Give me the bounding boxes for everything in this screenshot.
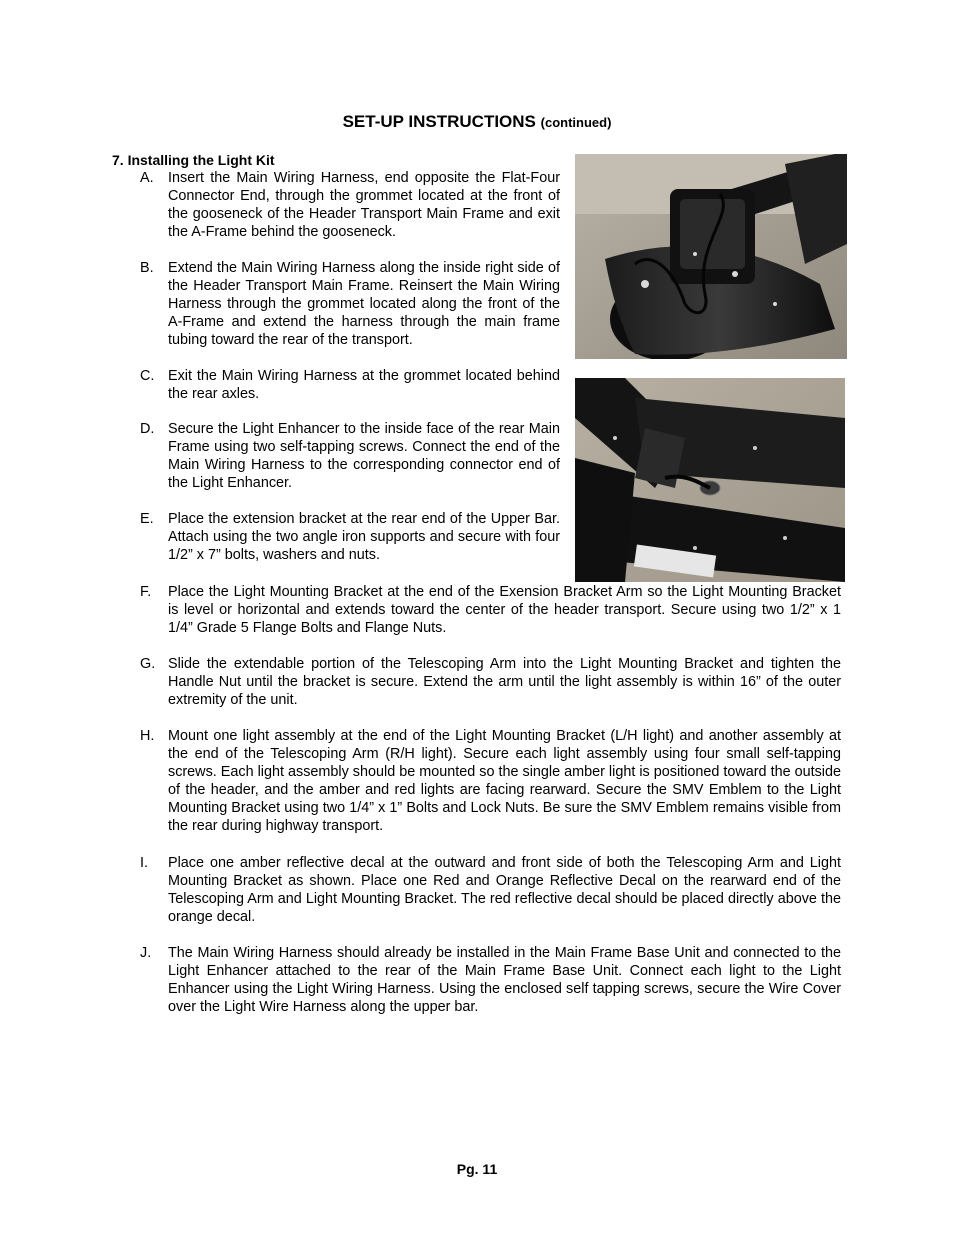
photo-rear-frame-grommet xyxy=(575,378,845,582)
step-letter: F. xyxy=(140,584,152,600)
photo-gooseneck-harness xyxy=(575,154,847,359)
step-letter: D. xyxy=(140,421,155,437)
step-letter: E. xyxy=(140,511,154,527)
step-letter: A. xyxy=(140,170,154,186)
step-text: Place the Light Mounting Bracket at the end of the Exension Bracket Arm so the Light Mounting Bracket is level or horizontal and extends toward the center of the header transport. Secure using two 1/2” x 1 1/4” Grade 5 Flange Bolts and Flange Nuts. xyxy=(168,584,841,636)
step-letter: H. xyxy=(140,728,155,744)
step-text: Slide the extendable portion of the Telescoping Arm into the Light Mounting Bracket and tighten the Handle Nut until the bracket is secure. Extend the arm until the light assembly is within 16” of the outer extremity of the unit. xyxy=(168,656,841,708)
step-text: Extend the Main Wiring Harness along the inside right side of the Header Transport Main Frame. Reinsert the Main Wiring Harness through the grommet located along the front of the A-Frame and extend the harness through the main frame tubing toward the rear of the transport. xyxy=(168,260,560,348)
step-letter: I. xyxy=(140,855,148,871)
step-text: Mount one light assembly at the end of the Light Mounting Bracket (L/H light) and another assembly at the end of the Telescoping Arm (R/H light). Secure each light assembly using four small self-tapping screws. Each light assembly should be mounted so the single amber light is positioned toward the outside of the header, and the amber and red lights are facing rearward. Secure the SMV Emblem to the Light Mounting Bracket using two 1/4” x 1” Bolts and Lock Nuts. Be sure the SMV Emblem remains visible from the rear during highway transport. xyxy=(168,728,841,834)
page-number: Pg. 11 xyxy=(456,1161,498,1177)
step-text: Exit the Main Wiring Harness at the grommet located behind the rear axles. xyxy=(168,368,560,402)
step-letter: B. xyxy=(140,260,154,276)
step-letter: J. xyxy=(140,945,152,961)
step-text: The Main Wiring Harness should already be installed in the Main Frame Base Unit and connected to the Light Enhancer attached to the rear of the Main Frame Base Unit. Connect each light to the Light Enhancer using the Light Wiring Harness. Using the enclosed self tapping screws, secure the Wire Cover over the Light Wire Harness along the upper bar. xyxy=(168,945,841,1015)
step-text: Place one amber reflective decal at the outward and front side of both the Telescoping Arm and Light Mounting Bracket as shown. Place one Red and Orange Reflective Decal on the rearward end of the Telescoping Arm and Light Mounting Bracket. The red reflective decal should be placed directly above the orange decal. xyxy=(168,855,841,925)
section-heading: 7. Installing the Light Kit xyxy=(112,152,275,168)
title-text: SET-UP INSTRUCTIONS xyxy=(342,112,536,131)
title-suffix: (continued) xyxy=(540,115,612,130)
step-letter: G. xyxy=(140,656,156,672)
step-letter: C. xyxy=(140,368,155,384)
rear-frame-photo-graphic xyxy=(575,378,845,582)
gooseneck-photo-graphic xyxy=(575,154,847,359)
step-text: Place the extension bracket at the rear end of the Upper Bar. Attach using the two angle iron supports and secure with four 1/2” x 7” bolts, washers and nuts. xyxy=(168,511,560,563)
step-text: Secure the Light Enhancer to the inside face of the rear Main Frame using two self-tapping screws. Connect the end of the Main Wiring Harness to the corresponding connector end of the Light Enhancer. xyxy=(168,421,560,491)
page-title xyxy=(0,112,954,132)
step-text: Insert the Main Wiring Harness, end opposite the Flat-Four Connector End, through the grommet located at the front of the gooseneck of the Header Transport Main Frame and exit the A-Frame behind the gooseneck. xyxy=(168,170,560,240)
